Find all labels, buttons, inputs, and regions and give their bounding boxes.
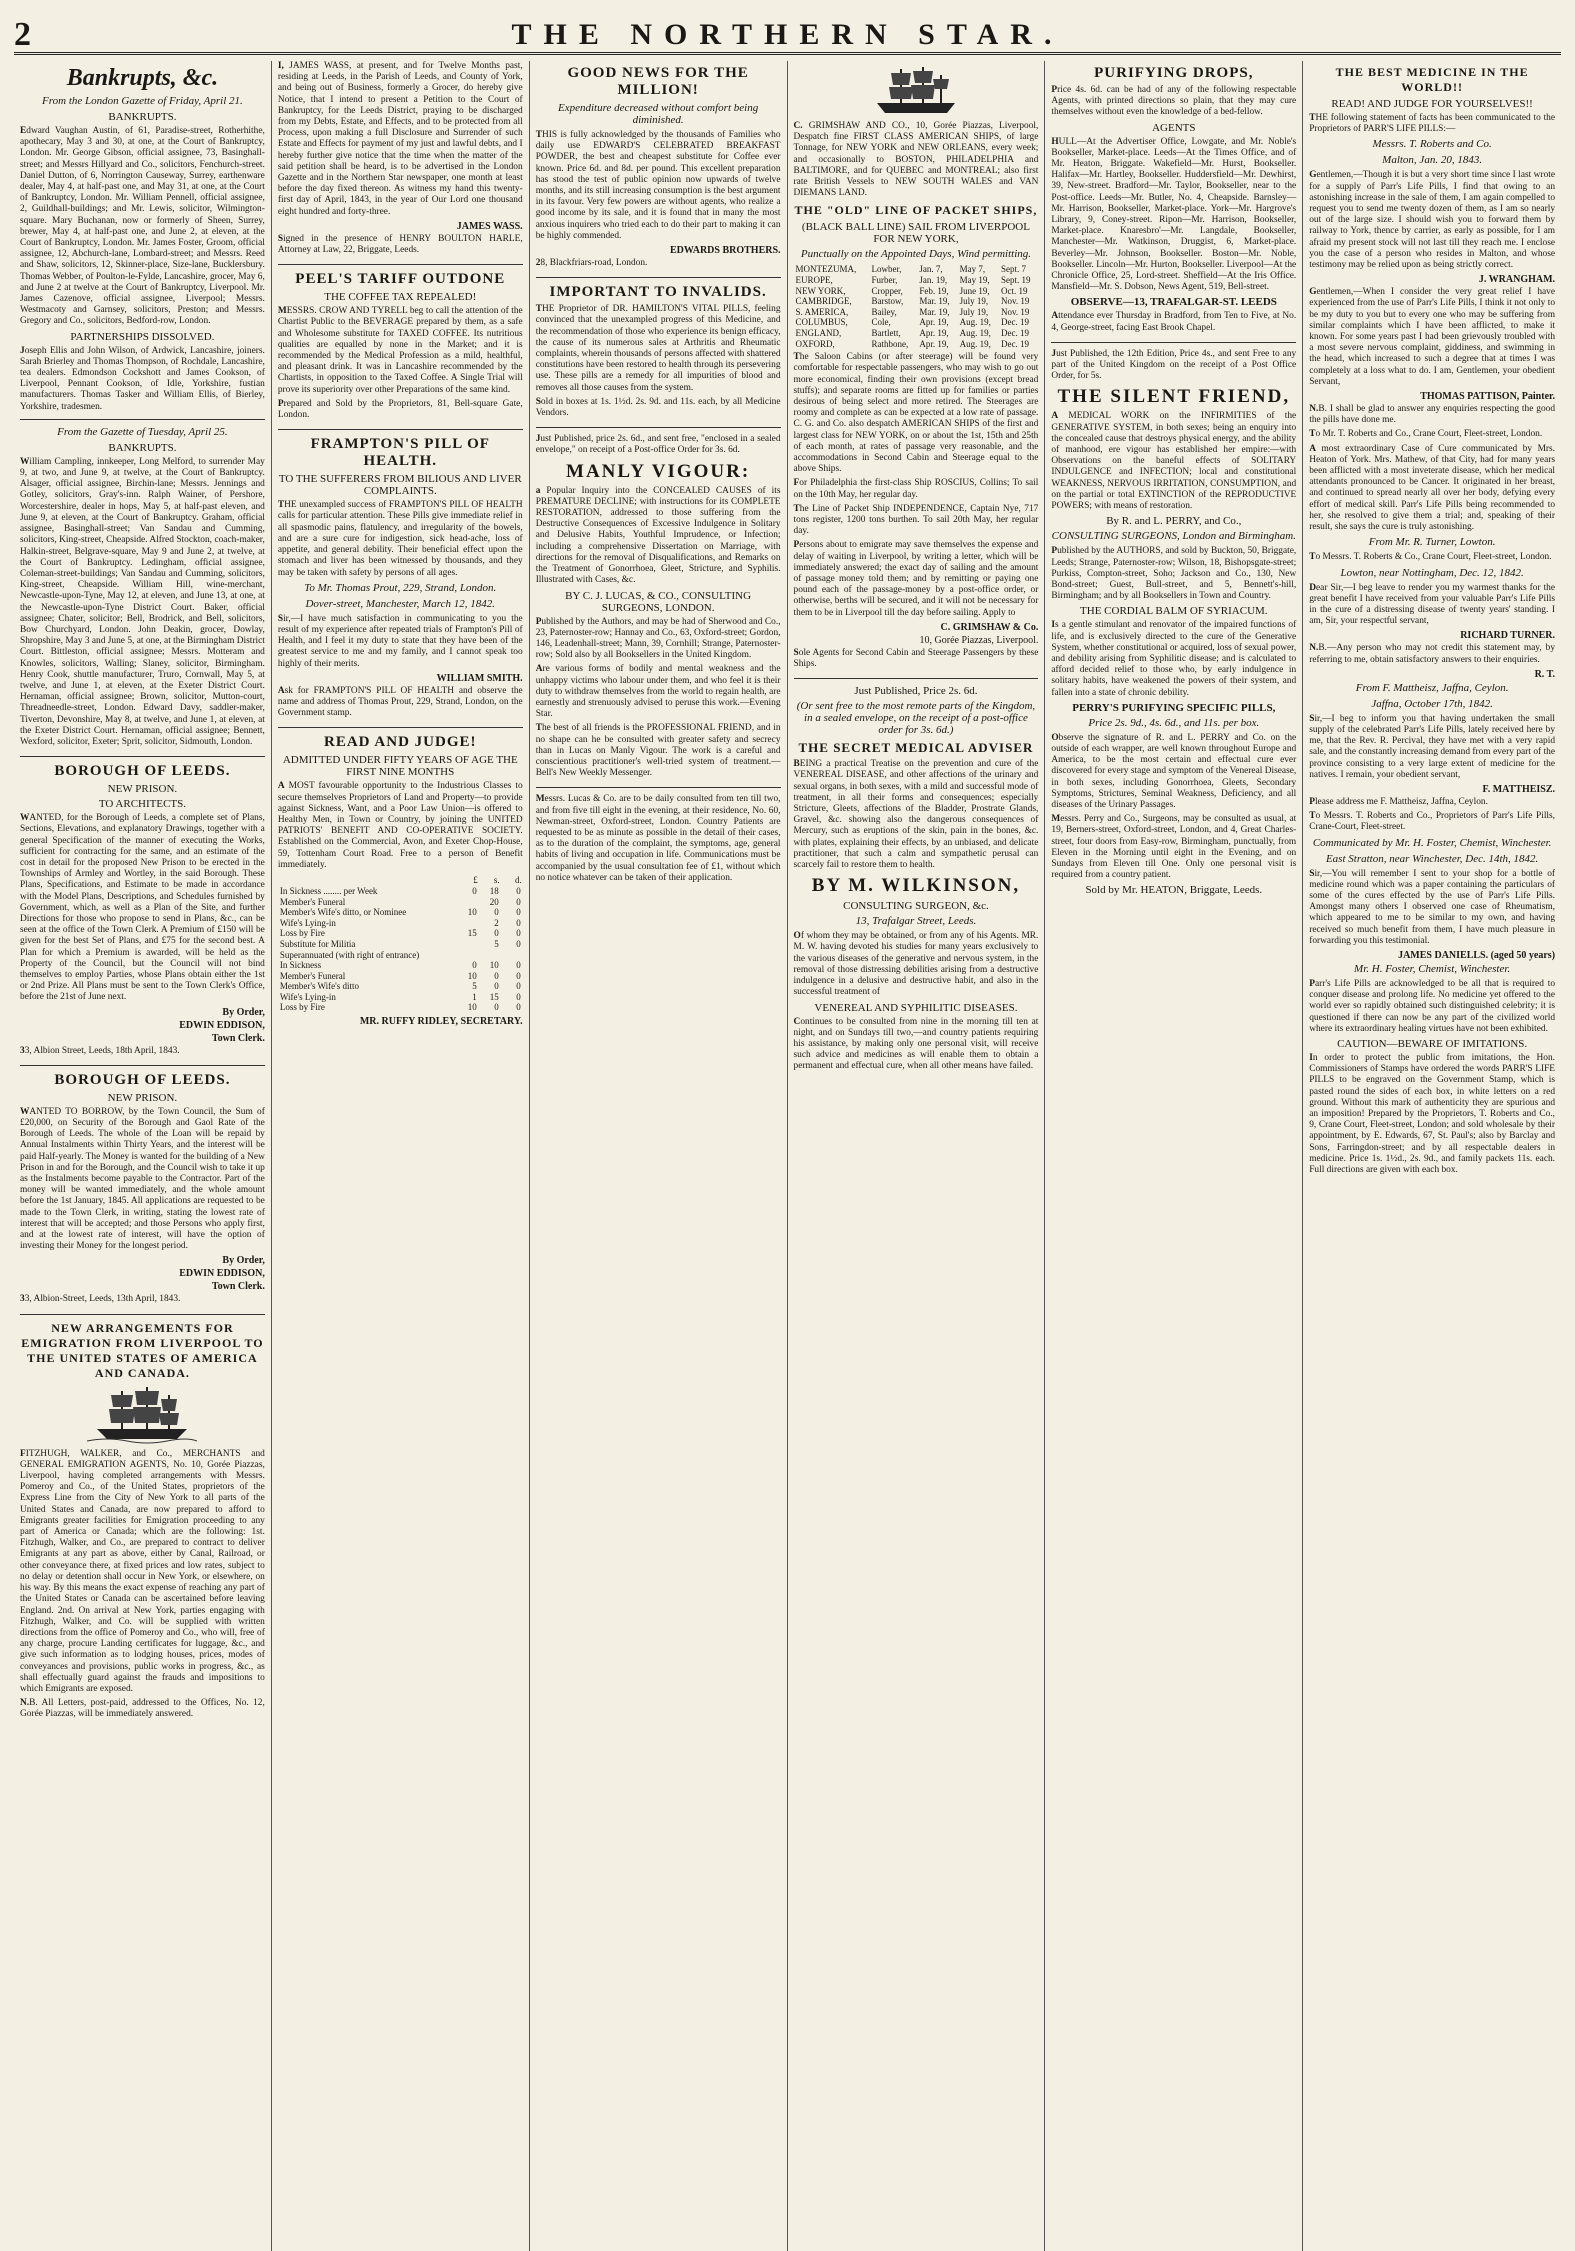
read-judge-text: A MOST favourable opportunity to the Industrious Classes to secure themselves Proprietors of Land and Property—to provide against Sickness, Want, and a Poor Law Union—is offered to Healthy Men, in Town or Country, by joining the UNITED PATRIOTS' BENEFIT AND CO-OPERATIVE SOCIETY. Established on the Commercial, Avon, and Exeter Chop-House, 59, Tottenham Court Road. Free to a person of Benefit immediately. [277,781,523,870]
divider [278,264,523,265]
table-row [278,950,523,961]
letter-4-sig: RICHARD TURNER. [1460,630,1556,642]
divider [794,678,1039,679]
letter-5-from: From F. Mattheisz, Jaffna, Ceylon. [1355,681,1509,694]
row-pence: 0 [516,970,521,981]
ship-illustration [20,1385,265,1445]
letter-4-to: To Messrs. T. Roberts & Co., Crane Court, Fleet-street, London. [1309,552,1552,563]
caution-text: In order to protect the public from imitations, the Hon. Commissioners of Stamps have ordered the words PARR'S LIFE PILLS to be engraved on the Government Stamp, which is pasted round the sides of each box, in white letters on a red ground. Without this mark of authenticity they are spurious and an imposition! Prepared by the Proprietors, T. Roberts and Co., 9, Crane Court, Fleet-street, London; and sold wholesale by their appointment, by E. Edwards, 67, St. Paul's; also by Barclay and Sons, Farringdon-street; and by all respectable dealers in medicine. Price 1s. 1½d., 2s. 9d., and family packets 11s. each. Full directions are given with each box. [1309,1052,1556,1176]
row-pence: 0 [516,938,521,949]
read-judge-secretary: MR. RUFFY RIDLEY, SECRETARY. [359,1016,523,1028]
divider [1051,342,1296,343]
secret-adviser-address: 13, Trafalgar Street, Leeds. [855,915,977,928]
ship-date-1: Feb. 19, [919,285,949,296]
bankrupts-heading: Bankrupts, &c. [66,65,219,91]
row-pounds [457,939,479,950]
invalids-heading: IMPORTANT TO INVALIDS. [549,284,767,301]
column-3 [530,61,788,2251]
ship-date-2: May 19, [959,275,990,286]
letter-2-sig: THOMAS PATTISON, Painter. [1420,391,1556,403]
row-pounds: 1 [472,991,477,1002]
divider [536,787,781,788]
row-pounds: 15 [467,928,477,939]
consultation-text: Messrs. Lucas & Co. are to be daily consulted from ten till two, and from five till eight in the evening, at their residence, No. 60, Newman-street, Oxford-street, London. Country Patients are requested to be as minute as possible in the detail of their cases, as to the duration of the complaint, the symptoms, age, general habits of living and occupation in life. Communications must be accompanied by the usual consultation fee of £1, without which no notice whatever can be taken of their application. [535,794,781,883]
letter-6-from: Communicated by Mr. H. Foster, Chemist, Winchester. [1312,836,1552,849]
row-label: Loss by Fire [279,928,325,939]
borough-text: WANTED, for the Borough of Leeds, a complete set of Plans, Sections, Elevations, and explanatory Drawings, together with a general Specification of the manner of executing the Works, sufficient for contracting for the same, and an estimate of the cost in detail for the proposed New Prison to be erected in the Townships of Armley and Wortley, in the said Borough. These Plans, Specifications, and Estimate to be made in accordance with the Model Plans, Descriptions, and Schedules furnished by Government, which, as well as a Plan of the Site, and further Directions for those who propose to send in Plans, &c., can be seen at the office of the Town Clerk. A Premium of £150 will be given for the best Set of Plans, and £75 for the second best. A Plan for which a Premium is awarded, will be held as the Property of the Council, but the Council will not bind themselves to employ Parties, whose Plans obtain either the 1st or 2nd Prize. All Plans must be sent to the Town Clerk's Office, before the 21st of June next. [20,813,265,1003]
row-shillings: 0 [494,970,499,981]
peels-tariff-ad [278,271,523,421]
ship-captain: Furber, [871,275,898,286]
letter-2-to: To Mr. T. Roberts and Co., Crane Court, Fleet-street, London. [1309,429,1543,440]
ship-name: COLUMBUS, [795,317,848,328]
borough-signer: EDWIN EDDISON, [179,1019,265,1031]
gazette-source-2: From the Gazette of Tuesday, April 25. [57,425,228,438]
best-medicine-closing: Parr's Life Pills are acknowledged to be all that is required to conquer disease and prolong life. No medicine yet offered to the world ever so rapidly obtained such distinguished celebrity; it is questioned if there can now be any part of the civilized world where its extraordinary healing virtues have not been exhibited. [1309,978,1556,1034]
silent-friend-intro: Just Published, the 12th Edition, Price 4s., and sent Free to any part of the United Kingdom on the receipt of a Post Office Order, for 5s. [1051,348,1297,382]
manly-vigour-review-2: The best of all friends is the PROFESSIONAL FRIEND, and in no shape can he be consulted with greater safety and secrecy than in Lucas on Manly Vigour. The work is a careful and conscientious practitioner's well-tried system of treatment.—Bell's New Weekly Messenger. [535,723,781,779]
emigration-text: FITZHUGH, WALKER, and Co., MERCHANTS and GENERAL EMIGRATION AGENTS, No. 10, Gorée Piazzas, Liverpool, having completed arrangements with Messrs. Pomeroy and Co., of the United States, proprietors of the Express Line from the City of New York to all parts of the United States and Canada, are now prepared to afford to Emigrants greater facilities for Emigration proceeding to any part of America or Canada; which are the following: 1st. Fitzhugh, Walker, and Co., are prepared to contract to deliver Emigrants at any part as above, either by Canal, Railroad, or other conveyance there, at fixed prices and low rates, subject to no delay or detention shall occur in New York, or elsewhere, on his way. By this means the exact expense of reaching any part of the United States or Canada can be ascertained before leaving England. 2nd. On arrival at New York, parties engaging with Fitzhugh, Walker, and Co. will be supplied with written directions from the office of Pomeroy and Co., who will, free of any charge, procure Landing certificates for luggage, &c., and give such information as to lodging houses, prices, modes of conveyances and provisions, public works in progress, &c., as shall effectually guard against the frauds and impositions to which Emigrants are exposed. [20,1448,265,1694]
perry-pills-price: Price 2s. 9d., 4s. 6d., and 11s. per box. [1088,716,1260,729]
grimshaw-dreadnought: The Line of Packet Ship INDEPENDENCE, Captain Nye, 717 tons register, 1200 tons burthen. To sail 20th May, her regular day. [793,503,1039,537]
table-row [278,992,523,1003]
borough-prison-loan [20,1072,265,1306]
ship-date-1: Jan. 7, [919,264,943,275]
grimshaw-first-ship: For Philadelphia the first-class Ship ROSCIUS, Collins; To sail on the 10th May, her regular day. [793,478,1039,500]
row-shillings: 0 [494,981,499,992]
borough-heading: BOROUGH OF LEEDS. [54,763,231,780]
grimshaw-ad [794,65,1039,670]
ship-illustration [794,65,1039,117]
row-shillings: 10 [489,960,499,971]
letter-1-sig: J. WRANGHAM. [1478,274,1556,286]
table-row [794,286,1039,297]
table-row [278,918,523,929]
row-shillings: 2 [494,917,499,928]
table-row [278,960,523,971]
row-pence [501,950,523,961]
secret-adviser-text-2: Of whom they may be obtained, or from any of his Agents. MR. M. W. having devoted his studies for many years exclusively to the various diseases of the generative and nervous system, in the removal of those distressing debilities arising from a destructive indulgence in a delusive and destructive habit, and also in the successful treatment of [793,931,1039,998]
divider [278,727,523,728]
ship-date-3: Nov. 19 [1000,296,1030,307]
ship-name: NEW YORK, [795,285,846,296]
bankrupts-section [20,65,265,748]
row-label: Loss by Fire [279,1002,325,1013]
table-row [278,981,523,992]
borough-loan-dated: 33, Albion-Street, Leeds, 13th April, 1843. [20,1294,181,1305]
invalids-ad [536,284,781,419]
consultation-note [536,794,781,884]
row-label: Member's Funeral [279,970,346,981]
letter-4: Dear Sir,—I beg leave to render you my warmest thanks for the great benefit I have received from your valuable Parr's Life Pills in the cure of a distressing disease of twenty years' standing. I am, Sir, your respectful servant, [1309,582,1556,627]
bankrupts-text-2: William Campling, innkeeper, Long Melford, to surrender May 9, at two, and June 9, at twelve, at the Court of Bankruptcy. Alsager, official assignee, Birchin-lane; Messrs. Jennings and Gotley, solicitors, Gray's-inn. Ralph Wainer, of Pershore, Worcestershire, dealer in hops, May 5, at half-past eleven, and June 9, at eleven, at the Court of Bankruptcy. Graham, official assignee, Basinghall-street; Van Sandau and Cumming, solicitors, King-street, Cheapside. Alfred Stockton, coach-maker, Halkin-street, Belgrave-square, May 9 and June 2, at twelve, at the Court of Bankruptcy. Ledingham, official assignee, Coleman-street-buildings; Van Sandau and Cumming, solicitors, King-street, Cheapside. William Hill, wine-merchant, Newcastle-upon-Tyne, May 12, at eleven, and June 13, at one, at the Newcastle-upon-Tyne District Court. Baker, official assignee; Chater, solicitor; Bell, Brodrick, and Bell, solicitors, Bow Churchyard, London. John Deakin, grocer, Dowlay, Shropshire, May 3 and June 5, at one, at the Birmingham District Court. Bittleston, official assignee; Messrs. Motteram and Knowles, solicitors, Walling; Slaney, solicitor, Birmingham. Henry Cook, shuttle manufacturer, Truro, Cornwall, May 5, at twelve, and June 1, at eleven, at the Exeter District Court. Hernaman, official assignee; Brown, solicitor, Mutton-court, Threadneedle-street, London. Edward Davy, saddler-maker, Tiverton, Devonshire, May 8, at twelve, and June 1, at eleven, at the Exeter District Court. Hernaman, official assignee; Bennett, Wexford, solicitor, Exeter; Sprit, solicitor, Sidmouth, London. [20,456,265,747]
sailing-ship-icon [87,1385,197,1445]
peels-footer: Prepared and Sold by the Proprietors, 81, Bell-square Gate, London. [277,398,523,421]
letter-4-loc: Lowton, near Nottingham, Dec. 12, 1842. [1340,566,1524,579]
borough-prison-architects [20,763,265,1057]
frampton-heading: FRAMPTON'S PILL OF HEALTH. [310,436,490,470]
borough-loan-heading: BOROUGH OF LEEDS. [54,1071,231,1088]
ship-date-3: Sept. 19 [1000,275,1031,286]
grimshaw-agents: Sole Agents for Second Cabin and Steerage Passengers by these Ships. [793,647,1039,670]
emigration-footer: N.B. All Letters, post-paid, addressed to the Offices, No. 12, Gorée Piazzas, will be immediately answered. [20,1698,265,1720]
best-medicine-text: THE following statement of facts has been communicated to the Proprietors of PARR'S LIFE PILLS:— [1309,113,1556,135]
row-label: Substitute for Militia [279,938,356,949]
peels-text: MESSRS. CROW AND TYRELL beg to call the attention of the Chartist Public to the BEVERAGE prepared by them, as a safe and Wholesome substitute for TAXED COFFEE. Its nutritious qualities are equalled by none in the Market; and it is recommended by the Medical Profession as a mild, healthful, and pleasant drink. It was in Lancashire recommended by the Chartists, in opposition to the Taxed Coffee. A Single Trial will prove its superiority over other Preparations of the same kind. [277,306,523,395]
column-2 [272,61,530,2251]
row-pence: 0 [516,960,521,971]
ship-date-3: Dec. 19 [1000,327,1029,338]
borough-loan-sub: NEW PRISON. [107,1091,178,1104]
table-row [794,307,1039,318]
silent-friend-heading: THE SILENT FRIEND, [1057,386,1291,408]
silent-friend-footer: Sold by Mr. HEATON, Briggate, Leeds. [1085,884,1263,897]
silent-friend-by: By R. and L. PERRY, and Co., [1106,515,1242,528]
read-judge-heading: READ AND JUDGE! [324,734,477,751]
silent-friend-by-sub: CONSULTING SURGEONS, London and Birmingham. [1051,530,1296,543]
table-row [278,939,523,950]
ship-date-3: Sept. 7 [1000,264,1026,275]
purifying-drops-text: Price 4s. 6d. can be had of any of the following respectable Agents, with printed directions so plain, that they may cure themselves without even the knowledge of a bed-fellow. [1051,85,1297,118]
good-news-text: THIS is fully acknowledged by the thousands of Families who daily use EDWARD'S CELEBRATED BREAKFAST POWDER, the best and cheapest substitute for Coffee ever known. Price 6d. and 8d. per pound. This excellent preparation has stood the test of public opinion now upwards of twelve months, and its still increasing consumption is the best argument in its favour. Very few powers are without agents, who realize a good income by its sale, and it is found that in many the most anxious inquirers who tried each to do their part to making it can be highly commended. [535,130,781,241]
col-pounds: £ [473,874,478,885]
row-shillings: 18 [489,885,499,896]
borough-role: Town Clerk. [211,1032,265,1044]
benefits-table-head [278,874,523,886]
perry-consult: Messrs. Perry and Co., Surgeons, may be consulted as usual, at 19, Berners-street, Oxford-street, London, and 4, Great Charles-street, four doors from Easy-row, Birmingham, punctually, from Eleven in the Morning until eight in the Evening, and on Sundays from Eleven till One. Only one personal visit is required from a country patient. [1051,814,1297,881]
letter-5: Sir,—I beg to inform you that having undertaken the small supply of the celebrated Parr's Life Pills, lately received here by me, that the Rev. R. Percival, they have met with a very rapid sale, and the constantly increasing demand from every part of the province consisting to a very large extent of medicine for the natives. I remain, your obedient servant, [1309,713,1556,780]
letter-1: Gentlemen,—Though it is but a very short time since I last wrote for a supply of Parr's Life Pills, I find that owing to an astonishing increase in the sale of them, I am again compelled to request you to send me twenty dozen of them, as I am so nearly out of the large size. I should wish you to forward them by railway to York, thence by carrier, as early as possible, for I am afraid my present stock will not last till they reach me. I enclose you the case of a person who resides in Malton, and whose testimony may be relied upon as being strictly correct. [1309,170,1556,271]
frampton-quote-sig: WILLIAM SMITH. [436,672,523,684]
peels-sub: THE COFFEE TAX REPEALED! [324,291,477,304]
ship-date-2: Aug. 19, [959,338,991,349]
row-pence: 0 [516,885,521,896]
peels-heading: PEEL'S TARIFF OUTDONE [295,271,506,288]
read-judge-ad [278,734,523,1027]
manly-vigour-intro: Just Published, price 2s. 6d., and sent free, "enclosed in a sealed envelope," on receipt of a Post-office Order for 3s. 6d. [535,434,781,456]
ship-name: MONTEZUMA, [795,264,857,275]
wass-text: I, JAMES WASS, at present, and for Twelve Months past, residing at Leeds, in the Parish of Leeds, and County of York, and being out of Business, formerly a Grocer, do hereby give Notice, that I intend to present a Petition to the Court of Bankruptcy, for the Leeds District, praying to be discharged from my Debts, Estate, and Effects, and to be protected from all Process, upon making a full Disclosure and Surrender of such Estate and Effects for payment of my just and lawful debts, and I hereby further give notice that the time when the matter of the said petition shall be heard, is to be advertised in the London Gazette and in the Northern Star newspaper, one month at least before the day fixed thereon. As witness my hand this twenty-first day of April, 1843, in the year of Our Lord one thousand eight hundred and forty-three. [277,61,523,217]
grimshaw-text: C. GRIMSHAW AND CO., 10, Gorée Piazzas, Liverpool, Despatch fine FIRST CLASS AMERICAN SHIPS, of large Tonnage, for NEW YORK and NEW ORLEANS, every week; and occasionally to BOSTON, PHILADELPHIA and BALTIMORE, and for QUEBEC and MONTREAL; also first rate British Vessels to NEW SOUTH WALES and VAN DIEMANS LAND. [793,121,1039,199]
table-row [278,897,523,908]
row-label: Wife's Lying-in [279,917,336,928]
silent-friend-published: Published by the AUTHORS, and sold by Buckton, 50, Briggate, Leeds; Strange, Paternoster-row; Wilson, 18, Bishopsgate-street; Purkiss, Compton-street, Soho; Jackson and Co., 130, New Bond-street; Guest, Bull-street, and 5, Bennett's-hill, Birmingham; and by all Booksellers in Town and Country. [1051,546,1297,602]
table-row [278,971,523,982]
row-pounds [457,950,479,961]
divider [536,277,781,278]
ship-captain: Rathbone, [871,338,909,349]
observe-address: OBSERVE—13, TRAFALGAR-ST. LEEDS [1070,296,1277,309]
row-shillings: 20 [489,896,499,907]
ship-name: ENGLAND, [795,327,842,338]
frampton-quote-from: Dover-street, Manchester, March 12, 1842. [305,597,496,610]
letter-6-loc: East Stratton, near Winchester, Dec. 14th, 1842. [1325,852,1539,865]
ship-date-2: June 19, [959,285,990,296]
wass-notice [278,61,523,256]
ship-date-1: Apr. 19, [919,327,949,338]
row-pounds: 10 [467,1002,477,1013]
ship-date-2: July 19, [959,296,989,307]
secret-adviser-intro: Just Published, Price 2s. 6d. [854,685,978,698]
ship-name: EUROPE, [795,275,833,286]
wass-signed: Signed in the presence of HENRY BOULTON HARLE, Attorney at Law, 22, Briggate, Leeds. [277,233,523,256]
caution-heading: CAUTION—BEWARE OF IMITATIONS. [1337,1037,1528,1050]
letter-6-sig: JAMES DANIELLS. (aged 50 years) [1398,949,1556,961]
ship-captain: Lowber, [871,264,902,275]
divider [20,1065,265,1066]
borough-sub-1: NEW PRISON. [107,783,178,796]
bankrupts-label-1: BANKRUPTS. [108,111,177,123]
grimshaw-text-3: Persons about to emigrate may save themselves the expense and delay of waiting in Liverpool, by writing a letter, which will be immediately answered; the exact day of sailing and the amount of passage money told them; and by remitting or paying one pound each of the passage-money by a post-office order, or otherwise, berths will be secured, and it will not be necessary for them to be in Liverpool till the day before sailing. Apply to [793,540,1039,618]
row-label: Wife's Lying-in [279,991,336,1002]
column-4 [788,61,1046,2251]
secret-adviser-intro-2: (Or sent free to the most remote parts of the Kingdom, in a sealed envelope, on the receipt of a post-office order for 3s. 6d.) [796,700,1036,737]
row-pounds: 5 [472,981,477,992]
row-label: Superannuated (with right of entrance) [279,949,420,960]
row-label: Member's Funeral [279,896,346,907]
ship-date-1: Mar. 19, [919,306,950,317]
good-news-address: 28, Blackfriars-road, London. [535,258,648,269]
table-row [794,317,1039,328]
ship-name: OXFORD, [795,338,835,349]
ship-date-3: Oct. 19 [1000,285,1028,296]
best-medicine-heading: THE BEST MEDICINE IN THE WORLD!! [1335,65,1529,94]
secret-adviser-heading: THE SECRET MEDICAL ADVISER [798,740,1034,756]
letter-4-from: From Mr. R. Turner, Lowton. [1368,536,1496,549]
ship-date-1: Jan. 19, [919,275,948,286]
manly-vigour-ad [536,434,781,779]
row-pence: 0 [516,917,521,928]
best-medicine-ad [1309,65,1555,1176]
good-news-sub: Expenditure decreased without comfort being diminished. [558,102,759,126]
good-news-ad [536,65,781,269]
column-1 [14,61,272,2251]
ship-captain: Bartlett, [871,327,901,338]
borough-loan-signer: EDWIN EDDISON, [179,1268,265,1280]
row-pounds: 0 [472,885,477,896]
frampton-tail: Ask for FRAMPTON'S PILL OF HEALTH and observe the name and address of Thomas Prout, 229, Strand, London, on the Government stamp. [277,685,523,719]
good-news-heading: GOOD NEWS FOR THE MILLION! [567,65,749,98]
newspaper-title: THE NORTHERN STAR. [511,18,1064,51]
ship-date-1: Mar. 19, [919,296,950,307]
sailing-ship-icon [871,65,961,117]
ship-date-2: Aug. 19, [959,327,991,338]
ship-captain: Barstow, [871,296,904,307]
row-pence: 0 [516,896,521,907]
secret-adviser-sub-2: VENEREAL AND SYPHILITIC DISEASES. [814,1001,1018,1014]
letter-1-loc: Malton, Jan. 20, 1843. [1382,154,1483,167]
table-row [794,264,1039,275]
ship-name: CAMBRIDGE, [795,296,852,307]
secret-adviser-by: BY M. WILKINSON, [811,875,1021,897]
borough-loan-role: Town Clerk. [211,1281,265,1293]
letter-4-nb: N.B.—Any person who may not credit this statement may, by referring to me, obtain satisfactory answers to their enquiries. [1309,643,1556,665]
grimshaw-text-2: The Saloon Cabins (or after steerage) will be found very comfortable for respectable passengers, who may wish to go out more economical, finding their own provisions (except bread stuffs); and separate rooms are fitted up for families or parties desirous of being select and more retired. The Steerages are roomy and complete as can be expected at a low rate of passage. C. G. and Co. also despatch AMERICAN SHIPS of the first and largest class for NEW YORK, on or about the 1st, 15th and 25th of each month, at rates of passage very reasonable, and the accommodations in Second Cabin and Steerage equal to the above Ships. [793,352,1039,475]
partnerships-label: PARTNERSHIPS DISSOLVED. [70,330,215,343]
secret-adviser-by-sub: CONSULTING SURGEON, &c. [843,900,989,913]
ship-date-2: May 7, [959,264,986,275]
agents-label: AGENTS [1152,121,1196,134]
letter-2: Gentlemen,—When I consider the very great relief I have experienced from the use of Parr's Life Pills, I think it not only to be my duty to you but to every one who may be suffering from similar complaints which I have been afflicted, to make it known. For some years past I had been grievously troubled with a most severe nervous complaint, giddiness, and swimming in the head, which increased to such a degree that at times I was completely at a loss what to do. I am, Gentlemen, your obedient Servant, [1309,287,1556,387]
frampton-sub: TO THE SUFFERERS FROM BILIOUS AND LIVER COMPLAINTS. [278,473,522,498]
borough-sub-2: TO ARCHITECTS. [98,798,187,811]
gazette-source-1: From the London Gazette of Friday, April 21. [42,95,243,107]
table-row [278,907,523,918]
invalids-footer: Sold in boxes at 1s. 1½d. 2s. 9d. and 11s. each, by all Medicine Vendors. [535,396,781,419]
ship-date-1: Apr. 19, [919,317,949,328]
table-row [794,328,1039,339]
borough-loan-text: WANTED TO BORROW, by the Town Council, the Sum of £20,000, on Security of the Borough and Gaol Rate of the Borough of Leeds. The whole of the Loan will be repaid by Annual Instalments within Thirty Years, and the interest will be paid Half-yearly. The Money is wanted for the building of a New Prison in and for the Borough, and the Council wish to take it up as the Instalments become payable to the Contractor. Part of the money will be wanted immediately, and the whole amount before the 1st January, 1845. All applications are requested to be made to the Town Clerk, in writing, stating the lowest rate of interest that will be accepted; and those Persons who apply first, and at the lowest rate of interest, will have the option of investing their Money for the longest period. [20,1106,265,1252]
table-row [278,1002,523,1013]
table-row [794,296,1039,307]
letter-6: Sir,—You will remember I sent to your shop for a bottle of medicine round which was a paper containing the particulars of some of the cures effected by the use of Parr's Life Pills. Amongst many others I observed one case of Rheumatism, which appeared to me to be similar to my own, and having received so much benefit from them, I have much pleasure in forwarding you this testimonial. [1309,868,1556,946]
row-pence: 0 [516,991,521,1002]
divider [20,756,265,757]
letter-1-to: Messrs. T. Roberts and Co. [1372,138,1492,151]
row-shillings: 5 [494,938,499,949]
divider [20,419,265,420]
frampton-ad [278,436,523,719]
col-pence: d. [514,874,522,885]
cordial-heading: THE CORDIAL BALM OF SYRIACUM. [1080,605,1268,618]
cordial-text: Is a gentle stimulant and renovator of the impaired functions of life, and is exclusively directed to the cure of the Generative System, whether constitutional or acquired, loss of sexual power, and debility arising from Syphilitic disease; and is calculated to afford decided relief to those who, by early indulgence in solitary habits, have weakened the powers of their system, and fallen into a state of chronic debility. [1051,620,1297,698]
grimshaw-address: 10, Gorée Piazzas, Liverpool. [919,634,1039,646]
row-shillings: 0 [494,1002,499,1013]
letter-4-initials: R. T. [1534,668,1556,680]
grimshaw-signer: C. GRIMSHAW & Co. [940,621,1039,633]
ship-name: S. AMERICA, [795,306,849,317]
packet-ships-sub: (BLACK BALL LINE) SAIL FROM LIVERPOOL FOR NEW YORK, [801,221,1030,246]
row-label: In Sickness [279,960,322,971]
good-news-signer: EDWARDS BROTHERS. [669,245,781,257]
manly-vigour-text: a Popular Inquiry into the CONCEALED CAUSES of its PREMATURE DECLINE; with instructions for its COMPLETE RESTORATION, addressed to those suffering from the Destructive Consequences of Excessive Indulgence in Solitary and Delusive Habits, Youthful Imprudence, or Infection; including a comprehensive Dissertation on Marriage, with directions for the removal of Disqualifications, and Remarks on the Treatment of Gonorrhoea, Gleet, Stricture, and Syphilis. Illustrated with Cases, &c. [535,485,781,586]
row-shillings [479,950,501,961]
letter-5-sig: F. MATTHEISZ. [1482,783,1556,795]
agents-list: HULL—At the Advertiser Office, Lowgate, and Mr. Noble's Bookseller, Market-place. Leeds—At the Times Office, and of Mr. Heaton, Briggate. Wakefield—Mr. Hurst, Bookseller. Halifax—Mr. Hartley, Bookseller. Huddersfield—Mr. Dewhirst, 39, New-street. Bradford—Mr. Taylor, Bookseller, near to the Post-office. Leeds—Mr. Butler, No. 4, Cheapside. Barnsley—Mr. Harrison, Bookseller, Market-place. York—Mr. Hargrove's Library, 9, Coney-street. Ripon—Mr. Harrison, Bookseller, Market-place. Knaresbro'—Mr. Langdale, Bookseller, Manchester—Mr. Watkinson, Druggist, 6, Market-place. Beverley—Mr. Johnson, Bookseller. Boston—Mr. Noble, Bookseller. Lincoln—Mr. Hurton, Bookseller. Liverpool—At the Chronicle Office, 25, Lord-street. Sheffield—At the Iris Office. Mansfield—Mr. S. Dobson, News Agent, 519, Bell-street. [1051,136,1297,293]
borough-dated: 33, Albion Street, Leeds, 18th April, 1843. [20,1045,180,1056]
secret-adviser-ad [794,685,1039,1072]
silent-friend-ad [1051,349,1296,897]
ship-date-2: July 19, [959,306,989,317]
best-medicine-sub: READ! AND JUDGE FOR YOURSELVES!! [1331,98,1533,110]
letter-6-to: Mr. H. Foster, Chemist, Winchester. [1354,962,1511,975]
row-pounds [457,918,479,929]
borough-order: By Order, [222,1006,265,1018]
perry-pills-heading: PERRY'S PURIFYING SPECIFIC PILLS, [1072,701,1276,714]
bankrupts-text-1: Edward Vaughan Austin, of 61, Paradise-street, Rotherhithe, apothecary, May 3 and 30, at one, at the Court of Bankruptcy, London. Mr. George Gibson, official assignee, 73, Basinghall-street; and Messrs Hillyard and Co., solicitors, Fenchurch-street. Daniel Dutton, of 6, Norrington Causeway, Surrey, earthenware dealer, May 4, at half-past one, and May 31, at one, at the Court of Bankruptcy, London. Mr. William Pennell, official assignee, 2, Guildhall-buildings; and Mr. Lewis, solicitor, Wilmington-square. Mary Buchanan, now or formerly of Sheen, Surrey, brewer, May 4, at half-past one, and June 2, at eleven, at the Court of Bankruptcy, London. Mr. James Foster, Groom, official assignee, 12, Abchurch-lane, Lombard-street; and Messrs. Reed and Shaw, solicitors, 12, Skinner-place, Size-lane, Bucklersbury. Thomas Webber, of Poulton-le-Fylde, Lancashire, grocer, May 6, and June 2 at twelve at the Court of Bankruptcy, Liverpool. Mr. James Cazenove, official assignee, Liverpool; Messrs. Westmacoty and Garnsey, solicitors, Preston; and Messrs. Gregory and Co., solicitors, Bedford-row, London. [20,126,265,327]
perry-pills-text: Observe the signature of R. and L. PERRY and Co. on the outside of each wrapper, are well known throughout Europe and America, to be the most certain and effectual cure ever discovered for every stage and symptom of the Venereal Disease, in both sexes, including Gonorrhoea, Gleets, Secondary Symptoms, Strictures, Seminal Weakness, Deficiency, and all diseases of the Urinary Passages. [1051,732,1297,810]
letter-3: A most extraordinary Case of Cure communicated by Mrs. Heaton of York. Mrs. Mathew, of that City, had for many years been afflicted with a most inveterate disease, which her medical attendants pronounced to be Cancer. It originated in her breast, and continued to spread nearly all over her body, defying every effort of medical skill. Parr's Life Pills being recommended to her, she resolved to give them a trial; and, speaking of their result, she says the cure is truly astonishing. [1309,443,1556,533]
ship-captain: Bailey, [871,306,897,317]
packet-ships-note: Punctually on the Appointed Days, Wind permitting. [800,248,1032,261]
emigration-heading: NEW ARRANGEMENTS FOR EMIGRATION FROM LIVERPOOL TO THE UNITED STATES OF AMERICA AND CANADA. [21,1320,264,1380]
row-pence: 0 [516,981,521,992]
invalids-text: THE Proprietor of DR. HAMILTON'S VITAL PILLS, feeling convinced that the unexampled progress of this Medicine, and the recommendation of those who experience its benign efficacy, the cause of its numerous sales at Arthritis and Rheumatic complaints, wherein thousands of persons affected with shattered constitutions have been restored to health through its persevering use. These pills are a remedy for all impurities of blood and removes all those causes from the system. [535,304,781,393]
masthead [14,8,1561,55]
column-6 [1303,61,1561,2251]
row-label: Member's Wife's ditto, or Nominee [279,907,407,918]
frampton-quote-to: To Mr. Thomas Prout, 229, Strand, London. [304,581,497,594]
manly-vigour-review-1: Are various forms of bodily and mental weakness and the unhappy victims who labour under them, and who feel it is their duty to withdraw themselves from the world to regain health, are earnestly and strenuously advised to peruse this work.—Evening Star. [535,664,781,720]
read-judge-sub: ADMITTED UNDER FIFTY YEARS OF AGE THE FIRST NINE MONTHS [282,754,518,779]
table-row [278,886,523,897]
emigration-section [20,1321,265,1721]
row-pounds: 10 [467,907,477,918]
wass-signer: JAMES WASS. [456,220,523,232]
letter-5-loc: Jaffna, October 17th, 1842. [1371,697,1493,710]
col-shillings: s. [493,874,500,885]
row-shillings: 0 [494,928,499,939]
row-pence: 0 [516,928,521,939]
secret-adviser-text-3: Continues to be consulted from nine in the morning till ten at night, and on Sundays till two,—and country patients requiring his assistance, by making only one personal visit, will receive such advice and medicines as will enable them to obtain a permanent and effectual cure, when all other means have failed. [793,1016,1039,1072]
row-pence: 0 [516,1002,521,1013]
secret-adviser-text: BEING a practical Treatise on the prevention and cure of the VENEREAL DISEASE, and other affections of the urinary and sexual organs, in both sexes, with a mild and successful mode of treatment, in all their forms and consequences; especially Stricture, Gleets, affections of the Bladder, Prostrate Glands, Gravel, &c. showing also the dangerous consequences of Mercury, such as eruptions of the skin, pain in the bones, &c. with plates, explaining their effects, by an unbiased, and delicate practitioner, that such a calm and sympathetic perusal can scarcely fail to restore them to health. [793,759,1039,871]
borough-loan-order: By Order, [222,1255,265,1267]
bankrupts-label-2: BANKRUPTS. [108,441,177,454]
divider [20,1314,265,1315]
sailing-schedule [794,264,1039,349]
columns [14,61,1561,2251]
table-row [794,275,1039,286]
manly-vigour-by: BY C. J. LUCAS, & CO., CONSULTING SURGEONS, LONDON. [565,589,752,614]
silent-friend-text: A MEDICAL WORK on the INFIRMITIES of the GENERATIVE SYSTEM, in both sexes; being an enquiry into the concealed cause that destroys physical energy, and the ability of manhood, ere vigour has established her empire:—with Observations on the baneful effects of SOLITARY INDULGENCE and INFECTION; local and constitutional WEAKNESS, NERVOUS IRRITATION, CONSUMPTION, and on the partial or total EXTINCTION of the REPRODUCTIVE POWERS; with means of restoration. [1051,411,1297,512]
column-5 [1045,61,1303,2251]
row-shillings: 15 [489,991,499,1002]
row-shillings: 0 [494,907,499,918]
ship-captain: Cropper, [871,285,903,296]
benefits-table [278,874,523,1013]
row-pounds: 10 [467,970,477,981]
table-row [278,928,523,939]
packet-ships-heading: THE "OLD" LINE OF PACKET SHIPS, [794,203,1038,218]
row-pounds [457,897,479,908]
ship-date-2: Aug. 19, [959,317,991,328]
ship-date-1: Apr. 19, [919,338,949,349]
letter-5-note: Please address me F. Mattheisz, Jaffna, Ceylon. [1309,796,1488,807]
divider [278,429,523,430]
frampton-text: THE unexampled success of FRAMPTON'S PILL OF HEALTH calls for particular attention. These Pills give immediate relief in all spasmodic pains, flatulency, and irregularity of the bowels, and are a sure cure for indigestion, sick head-ache, loss of appetite, and general debility. Their beneficial effect upon the stomach and liver has been witnessed by thousands, and they may be taken with safety by persons of all ages. [277,500,523,578]
manly-vigour-more: Published by the Authors, and may be had of Sherwood and Co., 23, Paternoster-row; Hannay and Co., 63, Oxford-street; Gordon, 146, Leadenhall-street; Mann, 39, Cornhill; Strange, Paternoster-row; Sold also by all Booksellers in the United Kingdom. [535,616,781,661]
ship-date-3: Nov. 19 [1000,306,1030,317]
row-label: Member's Wife's ditto [279,981,360,992]
letter-5-to: To Messrs. T. Roberts and Co., Proprietors of Parr's Life Pills, Crane-Court, Fleet-street. [1309,811,1556,833]
manly-vigour-heading: MANLY VIGOUR: [566,460,751,482]
ship-captain: Cole, [871,317,891,328]
page-number: 2 [14,16,31,53]
ship-date-3: Dec. 19 [1000,317,1029,328]
purifying-drops-ad [1051,65,1296,334]
ship-date-3: Dec. 19 [1000,338,1029,349]
observe-attendance: Attendance ever Thursday in Bradford, from Ten to Five, at No. 4, George-street, facing East Brook Chapel. [1051,311,1297,333]
divider [536,427,781,428]
frampton-quote-text: Sir,—I have much satisfaction in communicating to you the result of my experience after repeated trials of Frampton's Pill of Health, and I feel it my duty to state that they have been of the greatest service to me and my family, and I cannot speak too highly of their merits. [277,613,523,669]
row-label: In Sickness ........ per Week [279,885,378,896]
row-pounds: 0 [472,960,477,971]
row-pence: 0 [516,907,521,918]
letter-2-nb: N.B. I shall be glad to answer any enquiries respecting the good the pills have done me. [1309,404,1556,426]
table-row [794,339,1039,350]
partnerships-text: Joseph Ellis and John Wilson, of Ardwick, Lancashire, joiners. Sarah Brierley and Thomas Thompson, of Rochdale, Lancashire, tea dealers. Edmondson Cockshott and James Cookson, of Liverpool, Pennant Cookson, of Idle, Yorkshire, fustian manufacturers. Thomas Tasker and William Ellis, of Bierley, Yorkshire, tradesmen. [20,345,265,412]
purifying-drops-heading: PURIFYING DROPS, [1094,65,1254,81]
